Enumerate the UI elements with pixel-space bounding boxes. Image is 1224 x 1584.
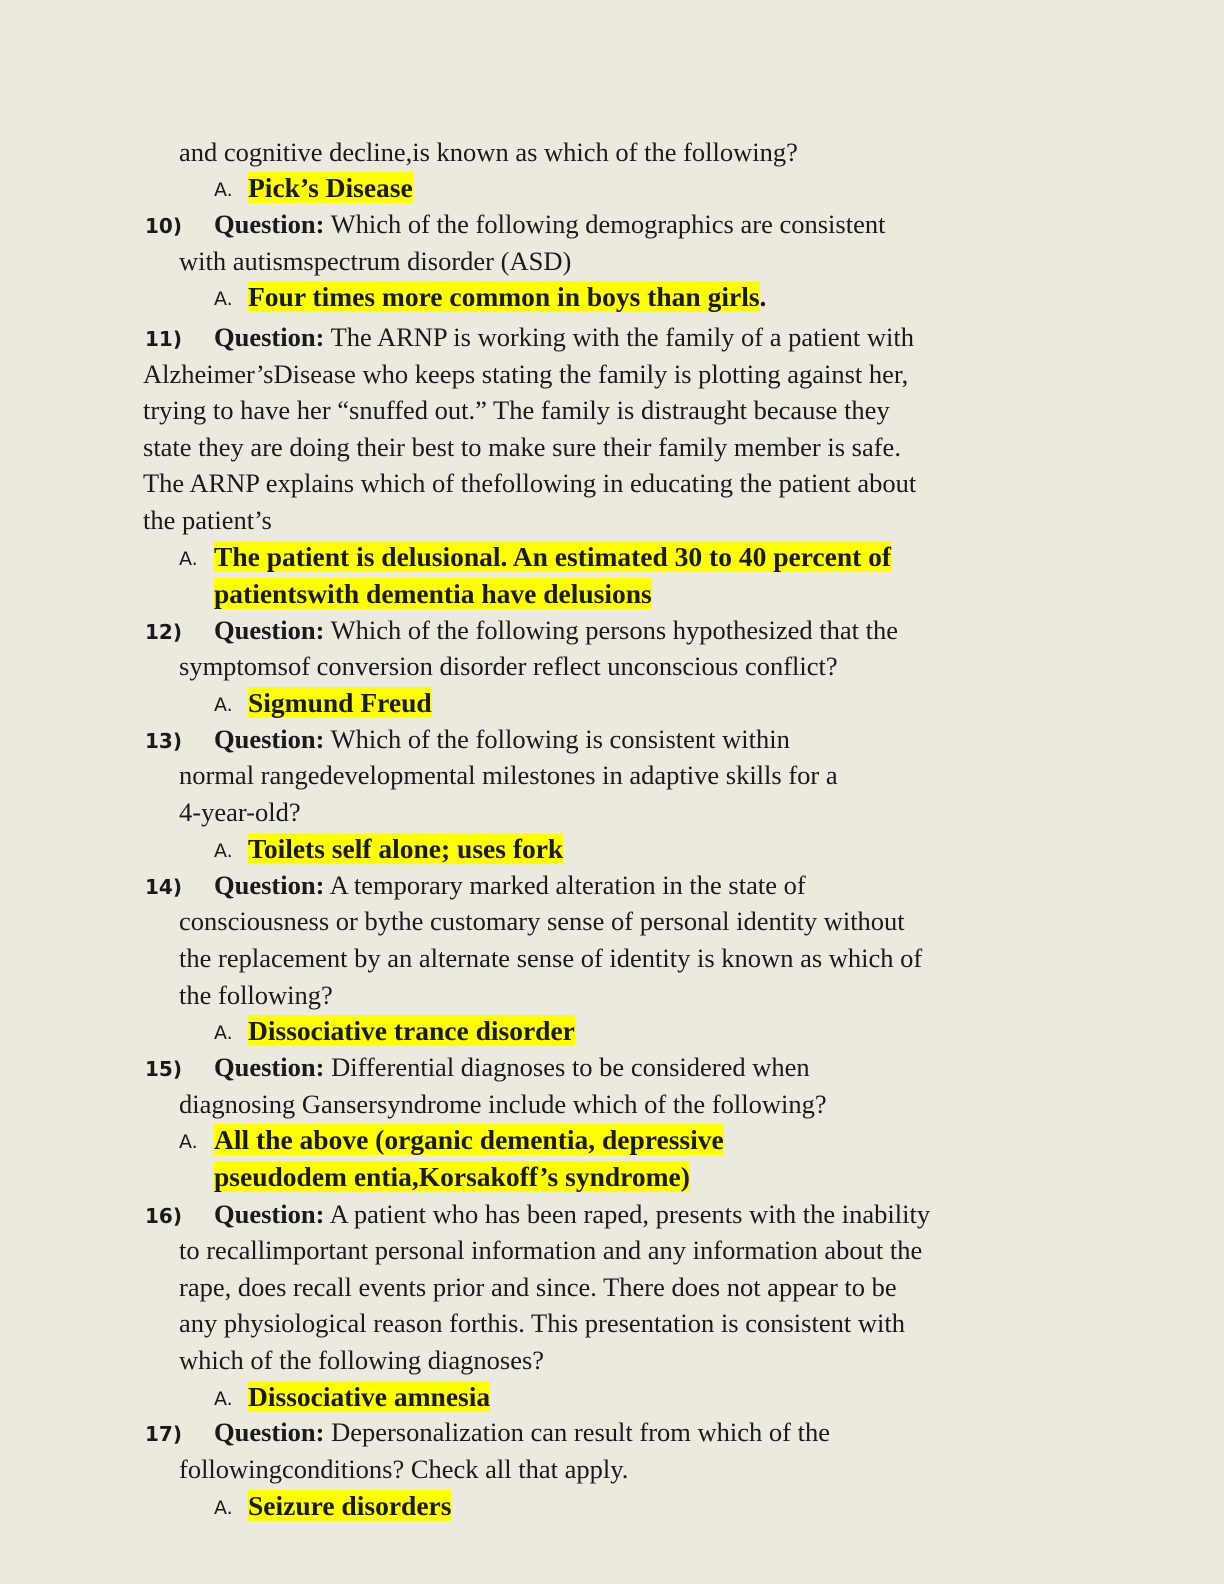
question-label: Question:	[214, 1417, 325, 1447]
question-label: Question:	[214, 615, 325, 645]
answer-15-highlight-2: pseudodem entia,Korsakoff’s syndrome)	[214, 1161, 690, 1192]
answer-10-highlight: Four times more common in boys than girls	[248, 281, 760, 312]
answer-letter: A.	[214, 694, 233, 716]
question-label: Question:	[214, 1199, 325, 1229]
answer-14-highlight: Dissociative trance disorder	[248, 1015, 575, 1046]
question-16-line-5: which of the following diagnoses?	[179, 1345, 545, 1375]
answer-11-highlight-2: patientswith dementia have delusions	[214, 578, 652, 609]
question-12-line-2: symptomsof conversion disorder reflect unconscious conflict?	[179, 651, 838, 681]
answer-letter: A.	[179, 1131, 198, 1153]
question-10-line-1	[214, 206, 885, 242]
question-17-number: 17)	[145, 1422, 182, 1446]
question-12-line-1	[214, 612, 898, 648]
answer-17-highlight: Seizure disorders	[248, 1490, 452, 1521]
answer-9-highlight: Pick’s Disease	[248, 172, 413, 203]
question-11-line-3: trying to have her “snuffed out.” The family is distraught because they	[143, 395, 890, 425]
question-12-text-1: Which of the following persons hypothesized that the	[324, 615, 898, 645]
question-15-line-1	[214, 1049, 810, 1085]
answer-13	[248, 831, 563, 867]
answer-letter: A.	[214, 1022, 233, 1044]
question-14-text-1: A temporary marked alteration in the state of	[324, 870, 806, 900]
answer-11-line-1	[214, 539, 891, 575]
question-10-line-2: with autismspectrum disorder (ASD)	[179, 246, 572, 276]
question-9-continuation: and cognitive decline,is known as which of the following?	[179, 137, 798, 167]
answer-11-line-2	[214, 576, 652, 612]
answer-15-line-1	[214, 1122, 724, 1158]
question-15-text-1: Differential diagnoses to be considered when	[324, 1052, 810, 1082]
answer-13-highlight: Toilets self alone; uses fork	[248, 833, 564, 864]
question-13-text-1: Which of the following is consistent within	[324, 724, 790, 754]
question-17-line-1	[214, 1414, 830, 1450]
question-label: Question:	[214, 322, 325, 352]
answer-letter: A.	[214, 1497, 233, 1519]
question-11-line-4: state they are doing their best to make sure their family member is safe.	[143, 432, 901, 462]
answer-16	[248, 1379, 490, 1415]
question-17-line-2: followingconditions? Check all that apply.	[179, 1454, 629, 1484]
answer-letter: A.	[214, 1388, 233, 1410]
answer-letter: A.	[214, 179, 233, 201]
question-10-number: 10)	[145, 214, 182, 238]
question-14-line-3: the replacement by an alternate sense of identity is known as which of	[179, 943, 923, 973]
question-11-line-1	[214, 319, 914, 355]
answer-letter: A.	[214, 840, 233, 862]
question-15-line-2: diagnosing Gansersyndrome include which of the following?	[179, 1089, 827, 1119]
question-16-line-2: to recallimportant personal information and any information about the	[179, 1235, 923, 1265]
question-16-line-1	[214, 1196, 930, 1232]
question-15-number: 15)	[145, 1057, 182, 1081]
question-14-line-2: consciousness or bythe customary sense of personal identity without	[179, 906, 905, 936]
question-11-line-6: the patient’s	[143, 505, 272, 535]
question-11-text-1: The ARNP is working with the family of a patient with	[324, 322, 914, 352]
question-13-line-3: 4-year-old?	[179, 797, 301, 827]
question-label: Question:	[214, 1052, 325, 1082]
answer-9	[248, 170, 413, 206]
answer-12	[248, 685, 432, 721]
question-13-line-2: normal rangedevelopmental milestones in adaptive skills for a	[179, 760, 838, 790]
answer-14	[248, 1013, 575, 1049]
question-16-text-1: A patient who has been raped, presents with the inability	[324, 1199, 931, 1229]
question-label: Question:	[214, 209, 325, 239]
question-label: Question:	[214, 870, 325, 900]
answer-10	[248, 279, 766, 315]
question-14-line-4: the following?	[179, 980, 333, 1010]
question-13-number: 13)	[145, 729, 182, 753]
question-11-line-5: The ARNP explains which of thefollowing in educating the patient about	[143, 468, 917, 498]
question-label: Question:	[214, 724, 325, 754]
question-16-line-3: rape, does recall events prior and since. There does not appear to be	[179, 1272, 897, 1302]
answer-17	[248, 1488, 451, 1524]
question-10-text-1: Which of the following demographics are consistent	[324, 209, 886, 239]
question-13-line-1	[214, 721, 790, 757]
question-17-text-1: Depersonalization can result from which of the	[324, 1417, 830, 1447]
question-16-number: 16)	[145, 1204, 182, 1228]
answer-12-highlight: Sigmund Freud	[248, 687, 432, 718]
answer-16-highlight: Dissociative amnesia	[248, 1381, 491, 1412]
answer-15-highlight-1: All the above (organic dementia, depressive	[214, 1124, 724, 1155]
question-14-number: 14)	[145, 875, 182, 899]
question-11-line-2: Alzheimer’sDisease who keeps stating the family is plotting against her,	[143, 359, 909, 389]
answer-15-line-2	[214, 1159, 690, 1195]
question-14-line-1	[214, 867, 806, 903]
answer-letter: A.	[214, 288, 233, 310]
question-16-line-4: any physiological reason forthis. This presentation is consistent with	[179, 1308, 905, 1338]
question-12-number: 12)	[145, 620, 182, 644]
question-11-number: 11)	[145, 327, 182, 351]
answer-11-highlight-1: The patient is delusional. An estimated 30 to 40 percent of	[214, 541, 892, 572]
answer-10-period: .	[759, 281, 767, 312]
answer-letter: A.	[179, 548, 198, 570]
